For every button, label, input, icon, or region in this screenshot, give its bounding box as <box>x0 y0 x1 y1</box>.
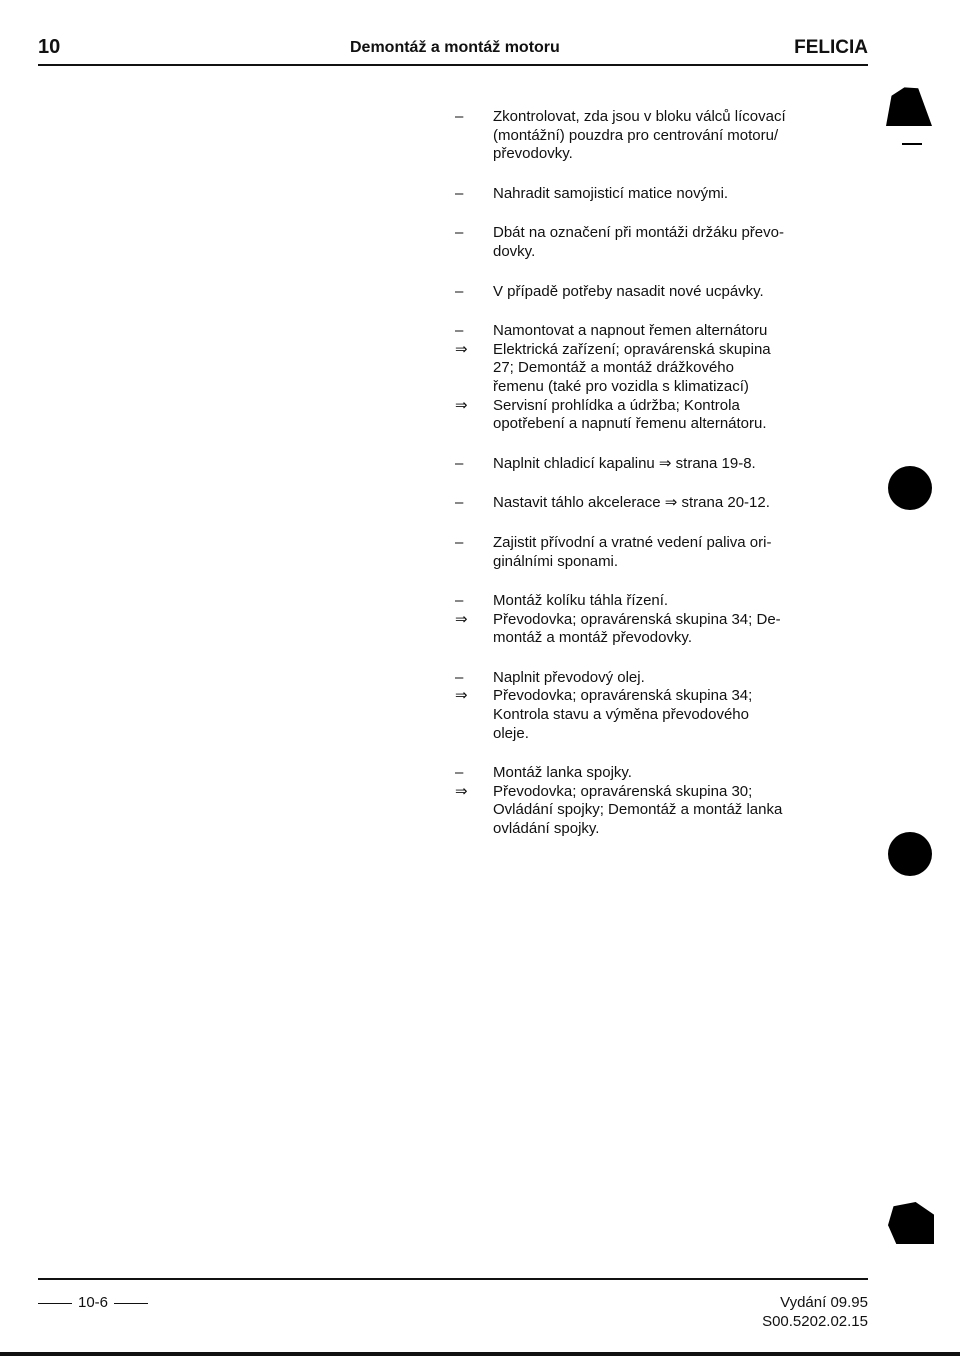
instruction-line <box>455 185 805 204</box>
indent <box>455 725 493 744</box>
instruction-text: ginálními sponami. <box>493 552 619 570</box>
instruction-line <box>455 108 805 127</box>
instruction-line <box>455 629 805 648</box>
instruction-text: Nastavit táhlo akcelerace ⇒ strana 20-12. <box>493 494 770 512</box>
instruction-block <box>455 669 805 743</box>
instruction-line <box>455 378 805 397</box>
reference-arrow-icon: ⇒ <box>455 610 467 628</box>
instruction-line <box>455 687 805 706</box>
bullet-dash: – <box>455 224 464 242</box>
indent <box>455 629 493 648</box>
header-rule <box>38 64 868 66</box>
page-number-text: 10-6 <box>78 1294 109 1311</box>
instruction-line <box>455 283 805 302</box>
page-title: Demontáž a montáž motoru <box>350 39 560 56</box>
instruction-text: dovky. <box>493 242 536 260</box>
instruction-block <box>455 322 805 434</box>
instruction-block <box>455 455 805 474</box>
instruction-text: Montáž lanka spojky. <box>493 764 632 782</box>
reference-arrow-icon: ⇒ <box>455 782 467 800</box>
instruction-line <box>455 725 805 744</box>
instruction-line <box>455 534 805 553</box>
bullet-dash: – <box>455 668 464 686</box>
instruction-text: převodovky. <box>493 145 573 163</box>
instruction-line <box>455 669 805 688</box>
instruction-line <box>455 801 805 820</box>
instruction-text: Zajistit přívodní a vratné vedení paliva ori- <box>493 533 772 551</box>
instruction-text: Zkontrolovat, zda jsou v bloku válců lícovací <box>493 108 786 125</box>
instruction-block <box>455 283 805 302</box>
instruction-text: 27; Demontáž a montáž drážkového <box>493 359 734 377</box>
instruction-text: Naplnit převodový olej. <box>493 668 645 686</box>
instruction-text: opotřebení a napnutí řemenu alternátoru. <box>493 415 767 433</box>
instruction-text: Elektrická zařízení; opravárenská skupina <box>493 340 771 358</box>
instruction-block <box>455 534 805 571</box>
instruction-text: V případě potřeby nasadit nové ucpávky. <box>493 282 764 300</box>
bullet-dash: – <box>455 454 464 472</box>
instruction-line <box>455 820 805 839</box>
instruction-text: Převodovka; opravárenská skupina 34; <box>493 687 753 705</box>
instruction-text: Naplnit chladicí kapalinu ⇒ strana 19-8. <box>493 454 756 472</box>
instruction-line <box>455 764 805 783</box>
instruction-line <box>455 145 805 164</box>
instruction-block <box>455 494 805 513</box>
instruction-text: ovládání spojky. <box>493 820 600 838</box>
indent <box>455 145 493 164</box>
page-number-dash <box>114 1303 148 1304</box>
reference-arrow-icon: ⇒ <box>455 340 467 358</box>
instruction-text: montáž a montáž převodovky. <box>493 629 692 647</box>
footer-rule <box>38 1278 868 1280</box>
instruction-line <box>455 455 805 474</box>
instruction-text: Převodovka; opravárenská skupina 34; De- <box>493 610 781 628</box>
instruction-block <box>455 764 805 838</box>
reference-arrow-icon: ⇒ <box>455 687 467 705</box>
instruction-line <box>455 243 805 262</box>
instruction-text: Namontovat a napnout řemen alternátoru <box>493 322 768 340</box>
page-number <box>38 1294 148 1311</box>
bullet-dash: – <box>455 322 464 340</box>
page-number-dash <box>38 1303 72 1304</box>
instruction-line <box>455 706 805 725</box>
footer-edition-info <box>762 1293 868 1331</box>
bullet-dash: – <box>455 533 464 551</box>
binding-hole-marker <box>888 832 932 876</box>
instruction-block <box>455 592 805 648</box>
instruction-line <box>455 494 805 513</box>
instruction-text: Nahradit samojisticí matice novými. <box>493 184 729 202</box>
bullet-dash: – <box>455 494 464 512</box>
edition-label: Vydání 09.95 <box>780 1294 868 1311</box>
instruction-text: Kontrola stavu a výměna převodového <box>493 706 749 724</box>
instruction-text: Převodovka; opravárenská skupina 30; <box>493 782 753 800</box>
indent <box>455 243 493 262</box>
instruction-line <box>455 397 805 416</box>
instruction-text: Dbát na označení při montáži držáku převo- <box>493 224 784 242</box>
instruction-line <box>455 592 805 611</box>
indent <box>455 706 493 725</box>
instruction-line <box>455 415 805 434</box>
instruction-text: oleje. <box>493 724 529 742</box>
instruction-text: Servisní prohlídka a údržba; Kontrola <box>493 396 740 414</box>
indent <box>455 415 493 434</box>
indent <box>455 378 493 397</box>
instruction-text: Montáž kolíku táhla řízení. <box>493 592 669 610</box>
instruction-line <box>455 553 805 572</box>
bullet-dash: – <box>455 592 464 610</box>
instruction-text: (montážní) pouzdra pro centrování motoru/ <box>493 126 779 144</box>
instruction-block <box>455 108 805 164</box>
binding-hole-marker <box>888 466 932 510</box>
instruction-line <box>455 127 805 146</box>
page-header <box>38 36 868 66</box>
bullet-dash: – <box>455 764 464 782</box>
instruction-block <box>455 224 805 261</box>
chapter-tab-marker <box>888 1202 934 1244</box>
bullet-dash: – <box>455 184 464 202</box>
tab-underline <box>902 143 922 145</box>
instruction-list <box>455 108 805 860</box>
brand-name: FELICIA <box>794 37 868 58</box>
scan-edge <box>0 1352 960 1356</box>
indent <box>455 801 493 820</box>
reference-arrow-icon: ⇒ <box>455 396 467 414</box>
instruction-block <box>455 185 805 204</box>
indent <box>455 820 493 839</box>
chapter-number: 10 <box>38 36 61 58</box>
instruction-text: řemenu (také pro vozidla s klimatizací) <box>493 377 749 395</box>
instruction-line <box>455 224 805 243</box>
indent <box>455 359 493 378</box>
bullet-dash: – <box>455 282 464 300</box>
indent <box>455 553 493 572</box>
bullet-dash: – <box>455 108 464 125</box>
instruction-line <box>455 783 805 802</box>
instruction-line <box>455 611 805 630</box>
instruction-line <box>455 359 805 378</box>
chapter-tab-marker <box>886 84 932 126</box>
instruction-text: Ovládání spojky; Demontáž a montáž lanka <box>493 801 783 819</box>
indent <box>455 127 493 146</box>
document-code: S00.5202.02.15 <box>762 1313 868 1330</box>
instruction-line <box>455 322 805 341</box>
instruction-line <box>455 341 805 360</box>
